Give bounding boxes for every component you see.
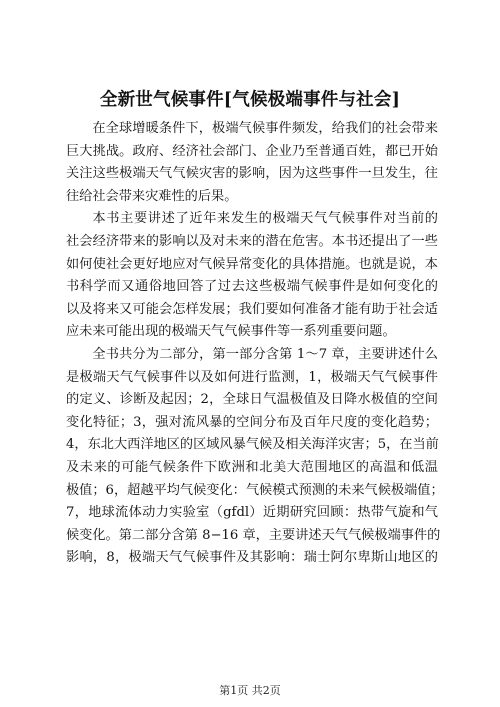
paragraph-line: 以及将来又可能会怎样发展；我们要如何准备才能有助于社会适 <box>66 301 438 317</box>
paragraph-line: 往给社会带来灾难性的后果。 <box>66 188 238 204</box>
paragraph-line: 全书共分为二部分，第一部分含第 1～7 章，主要讲述什么 <box>92 346 438 362</box>
paragraph-line: 巨大挑战。政府、经济社会部门、企业乃至普通百姓，都已开始 <box>66 143 438 159</box>
paragraph-2 <box>66 208 438 344</box>
paragraph-line: 是极端天气气候事件以及如何进行监测，1，极端天气气候事件 <box>66 369 438 385</box>
paragraph-line: 在全球增暖条件下，极端气候事件频发，给我们的社会带来 <box>92 121 438 136</box>
paragraph-line: 4，东北大西洋地区的区域风暴气候及相关海洋灾害；5，在当前 <box>66 437 439 453</box>
paragraph-line: 书科学而又通俗地回答了过去这些极端气候事件是如何变化的 <box>66 279 438 295</box>
paragraph-line: 极值；6，超越平均气候变化：气候模式预测的未来气候极端值； <box>66 482 444 498</box>
paragraph-line: 如何使社会更好地应对气候异常变化的具体措施。也就是说，本 <box>66 256 438 272</box>
paragraph-line: 7，地球流体动力实验室（gfdl）近期研究回顾：热带气旋和气 <box>66 505 438 521</box>
paragraph-line: 关注这些极端天气气候灾害的影响，因为这些事件一旦发生，往 <box>66 166 438 182</box>
page-number-footer: 第1页 共2页 <box>219 684 281 697</box>
paragraph-3 <box>66 344 444 570</box>
paragraph-line: 社会经济带来的影响以及对未来的潜在危害。本书还提出了一些 <box>66 233 438 249</box>
paragraph-1 <box>66 118 438 208</box>
paragraph-line: 候变化。第二部分含第 8−16 章，主要讲述天气气候极端事件的 <box>66 527 441 543</box>
paragraph-line: 及未来的可能气候条件下欧洲和北美大范围地区的高温和低温 <box>66 459 438 475</box>
paragraph-line: 变化特征；3，强对流风暴的空间分布及百年尺度的变化趋势； <box>66 414 438 430</box>
paragraph-line: 本书主要讲述了近年来发生的极端天气气候事件对当前的 <box>92 211 438 227</box>
document-title: 全新世气候事件[气候极端事件与社会] <box>99 90 401 110</box>
document-body <box>66 118 444 570</box>
paragraph-line: 影响，8，极端天气气候事件及其影响：瑞士阿尔卑斯山地区的 <box>66 550 438 566</box>
paragraph-line: 的定义、诊断及起因；2，全球日气温极值及日降水极值的空间 <box>66 392 438 408</box>
paragraph-line: 应未来可能出现的极端天气气候事件等一系列重要问题。 <box>66 324 396 340</box>
